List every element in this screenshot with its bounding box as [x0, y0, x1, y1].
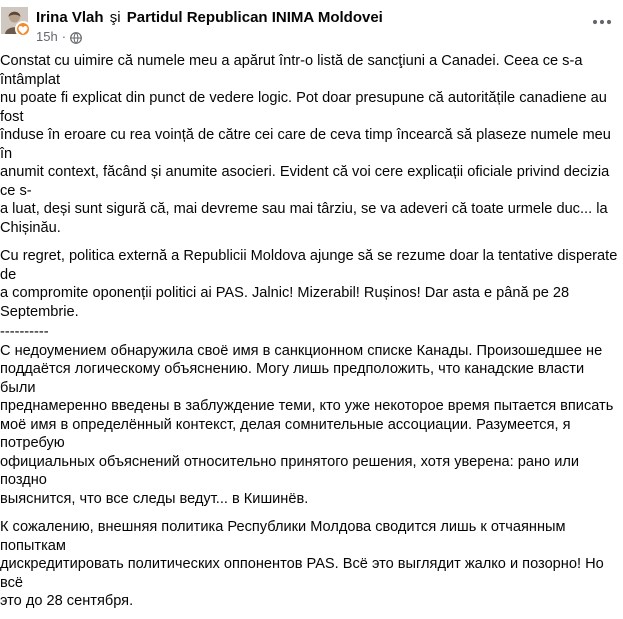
post-separator: ----------: [0, 324, 49, 340]
page-badge-icon: [15, 21, 31, 37]
post-paragraph: С недоумением обнаружила своё имя в санкционном списке Канады. Произошедшее не поддаётся логическому объяснению. Могу лишь предположить, что канадские власти были преднамеренно введены в заблуждение теми, кто уже некоторое время пытается вписать моё имя в определённый контекст, делая сомнительные ассоциации. Разумеется, я потребую официальных объяснений относительно принятого решения, хотя уверена: рано или поздно выяснится, что все следы ведут... в Кишинёв.: [0, 342, 614, 507]
author-avatar[interactable]: [1, 7, 29, 37]
post-timestamp[interactable]: 15h: [36, 29, 58, 44]
heart-icon: [17, 24, 29, 36]
post-paragraph: Constat cu uimire că numele meu a apărut într-o listă de sancţiuni a Canadei. Ceea ce s-a întâmplat nu poate fi explicat din punct de vedere logic. Pot doar presupune că autoritățile canadiene au fost înduse în eroare cu rea voință de către cei care de ceva timp încearcă să plaseze numele meu în anumit context, făcând și anumite asocieri. Evident că voi cere explicații oficiale privind decizia ce s- a luat, deși sunt sigură că, mai devreme sau mai târziu, se va adeveri că toate urmele duc... la Chișinău.: [0, 53, 611, 236]
author-name-link[interactable]: Irina Vlah: [36, 9, 104, 26]
ellipsis-icon: [592, 19, 612, 25]
post-paragraph: К сожалению, внешняя политика Республики Молдова сводится лишь к отчаянным попыткам дискредитировать политических оппонентов PAS. Всё это выглядит жалко и позорно! Но всё это до 28 сентября.: [0, 519, 604, 609]
meta-separator: ·: [61, 29, 67, 44]
author-conjunction: şi: [109, 9, 121, 26]
page-name-link[interactable]: Partidul Republican INIMA Moldovei: [126, 9, 383, 26]
post-paragraph: Cu regret, politica externă a Republicii Moldova ajunge să se rezume doar la tentative disperate de a compromite oponenții politici ai PAS. Jalnic! Mizerabil! Rușinos! Dar asta e până pe 28 Septembrie.: [0, 248, 618, 320]
post-subline: [36, 29, 383, 45]
post-header: [0, 0, 623, 52]
post-meta: [36, 9, 383, 45]
more-options-button[interactable]: [588, 8, 616, 36]
post-authors: [36, 9, 383, 27]
globe-icon[interactable]: [70, 32, 82, 44]
post-body: [0, 52, 623, 619]
